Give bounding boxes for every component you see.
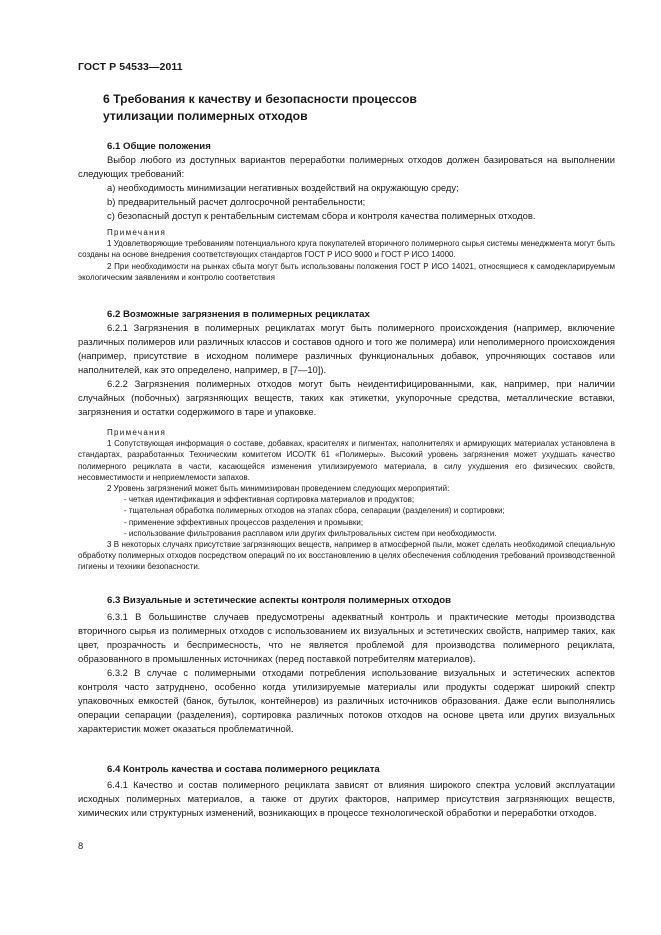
document-header: ГОСТ Р 54533—2011 [78,61,183,73]
page-number: 8 [78,840,84,851]
paragraph: Выбор любого из доступных вариантов переработки полимерных отходов должен базироваться на выполнении следующих требований: [78,154,615,179]
note: 1 Сопутствующая информация о составе, добавках, красителях и пигментах, наполнителях и армирующих материалах установлена в стандартах, разработанных Техническим комитетом ИСО/ТК 61 «Полимеры». Высокий уровень загрязнения может ухудшать качество полимерного рециклата в части, касающейся изменения утилизируемого материала, в силу ухудшения его физических свойств, несовместимости и неприемлемости запахов. [78,439,615,482]
section-6-title: 6 Требования к качеству и безопасности процессов утилизации полимерных отходов [103,92,417,123]
section-6-4-body [78,778,615,820]
paragraph: 6.2.2 Загрязнения полимерных отходов могут быть неидентифицированными, как, например, при наличии случайных (побочных) загрязняющих веществ, таких как этикетки, укупорочные средства, металлические вставки, загрязнения и остатки содержимого в таре и упаковке. [78,378,615,417]
notes-title: Примечания [107,428,167,437]
note: 2 Уровень загрязнений может быть минимизирован проведением следующих мероприятий: [107,484,450,494]
paragraph: 6.4.1 Качество и состав полимерного рециклата зависят от влияния широкого спектра условий эксплуатации исходных полимерных материалов, а также от других факторов, например присутствия загрязняющих веществ, химических или структурных изменений, возникающих в процессе технологической обработки и переработки отходов. [78,779,615,818]
section-6-2-notes [78,427,615,573]
paragraph: 6.3.1 В большинстве случаев предусмотрены адекватный контроль и практические методы производства вторичного сырья из полимерных отходов с использованием их визуальных и эстетических свойств, например таких, как цвет, прозрачность и беспримесность, что не является проблемой для производства полимерного рециклата, образованного в промышленных источниках (перед поставкой потребителям материалов). [78,611,615,664]
list-item: c) безопасный доступ к рентабельным системам сбора и контроля качества полимерных отходов. [107,210,536,221]
section-6-1-title: 6.1 Общие положения [107,141,211,152]
section-6-3-body [78,610,615,736]
dash-item: - тщательная обработка полимерных отходов на этапах сбора, сепарации (разделения) и сортировки; [124,506,505,516]
section-6-1-notes [78,227,615,283]
section-6-3-title: 6.3 Визуальные и эстетические аспекты контроля полимерных отходов [107,595,451,606]
paragraph: 6.2.1 Загрязнения в полимерных рециклатах могут быть полимерного происхождения (например, включение различных полимеров или различных классов и составов одного и того же полимера) или неполимерного происхождения (например, присутствие в исходном полимере различных функциональных добавок, упрочняющих составов или наполнителей, как это определено, например, в [7—10]). [78,322,615,375]
section-6-4-title: 6.4 Контроль качества и состава полимерного рециклата [107,764,380,775]
dash-item: - применение эффективных процессов разделения и промывки; [124,517,364,527]
paragraph: 6.3.2 В случае с полимерными отходами потребления использование визуальных и эстетических аспектов контроля часто затруднено, особенно когда утилизируемые материалы или продукты содержат широкий спектр упаковочных емкостей (банок, бутылок, контейнеров) из различных источников образования. Даже если выполнялись операции сепарации (разделения), сортировка различных потоков отходов на основе цвета или других визуальных характеристик может оказаться проблематичной. [78,667,615,734]
dash-item: - использование фильтрования расплавом или других фильтровальных систем при необходимости. [124,528,497,538]
list-item: b) предварительный расчет долгосрочной рентабельности; [107,196,366,207]
dash-item: - четкая идентификация и эффективная сортировка материалов и продуктов; [124,495,415,505]
section-6-2-body [78,321,615,419]
notes-title: Примечания [107,228,167,237]
section-6-2-title: 6.2 Возможные загрязнения в полимерных рециклатах [107,309,370,320]
note: 2 При необходимости на рынках сбыта могут быть использованы положения ГОСТ Р ИСО 14021, относящиеся к самодекларируемым экологическим заявлениям и контролю соответствия [78,261,615,282]
list-item: a) необходимость минимизации негативных воздействий на окружающую среду; [107,182,459,193]
note: 3 В некоторых случаях присутствие загрязняющих веществ, например в атмосферной пыли, может сделать необходимой специальную обработку полимерных отходов посредством операций по их восстановлению в целях обеспечения соблюдения требований производственной гигиены и техники безопасности. [78,540,615,572]
note: 1 Удовлетворяющие требованиям потенциального круга покупателей вторичного полимерного сырья системы менеджмента могут быть созданы на основе внедрения соответствующих стандартов ГОСТ Р ИСО 9000 и ГОСТ Р ИСО 14000. [78,239,615,260]
section-6-1-body [78,153,615,223]
